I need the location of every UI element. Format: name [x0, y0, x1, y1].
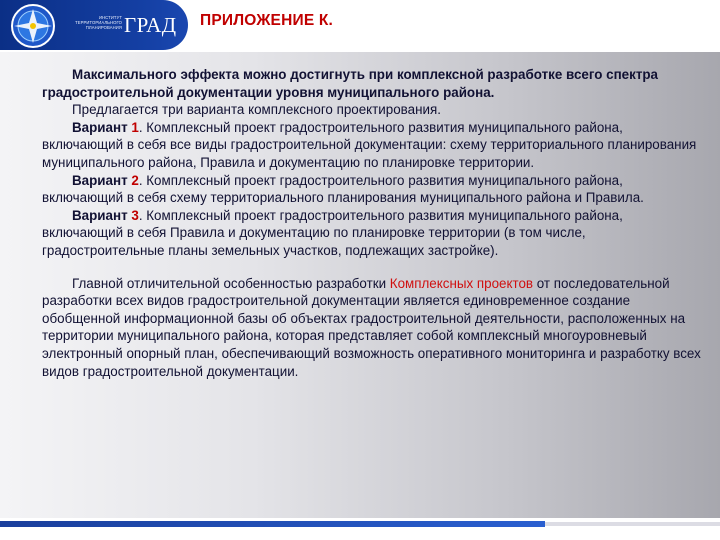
paragraph-gap — [42, 260, 702, 275]
variant-number: 1 — [131, 119, 139, 135]
variant-label: Вариант — [72, 119, 128, 135]
content-panel — [0, 52, 720, 518]
variant-3 — [42, 207, 702, 260]
variant-number: 3 — [131, 207, 139, 223]
institute-name: ИНСТИТУТ ТЕРРИТОРИАЛЬНОГО ПЛАНИРОВАНИЯ — [75, 15, 122, 30]
variant-1 — [42, 119, 702, 172]
intro-sub: Предлагается три варианта комплексного проектирования. — [72, 102, 441, 118]
variant-text: . Комплексный проект градостроительного развития муниципального района, включающий в себя Правила и документацию по планировке территории (в том числе, градостроительные планы земельных участков, подлежащих застройке). — [42, 207, 623, 258]
conclusion-before: Главной отличительной особенностью разработки — [72, 275, 390, 291]
footer — [0, 518, 720, 540]
variant-text: . Комплексный проект градостроительного развития муниципального района, включающий в себя все виды градостроительной документации: схему территориального планирования муниципального района, Правила и документацию по планировке территории. — [42, 119, 697, 170]
logo-text: ГРАД — [124, 13, 177, 37]
page-title: ПРИЛОЖЕНИЕ К. — [200, 12, 334, 29]
conclusion-after: от последовательной разработки всех видов градостроительной документации является единовременное создание обобщенной информационной базы об объектах градостроительной деятельности, расположенных на территории муниципального района, которая представляет собой комплексный многоуровневый электронный опорный план, обеспечивающий возможность оперативного мониторинга и разработку всех видов градостроительной документации. — [42, 275, 701, 379]
conclusion — [42, 275, 702, 381]
variant-label: Вариант — [72, 172, 128, 188]
variant-number: 2 — [131, 172, 139, 188]
variant-2 — [42, 172, 702, 207]
variant-label: Вариант — [72, 207, 128, 223]
intro-lead: Максимального эффекта можно достигнуть при комплексной разработке всего спектра градостроительной документации уровня муниципального района. — [42, 67, 659, 100]
compass-globe-icon — [8, 3, 58, 49]
footer-blue-bar — [0, 521, 545, 527]
variant-text: . Комплексный проект градостроительного развития муниципального района, включающий в себя схему территориального планирования муниципального района и Правила. — [42, 172, 644, 206]
logo-band — [0, 0, 188, 50]
document-body — [42, 66, 702, 380]
header — [0, 0, 720, 52]
conclusion-highlight: Комплексных проектов — [389, 275, 534, 291]
footer-light-bar — [545, 522, 720, 526]
